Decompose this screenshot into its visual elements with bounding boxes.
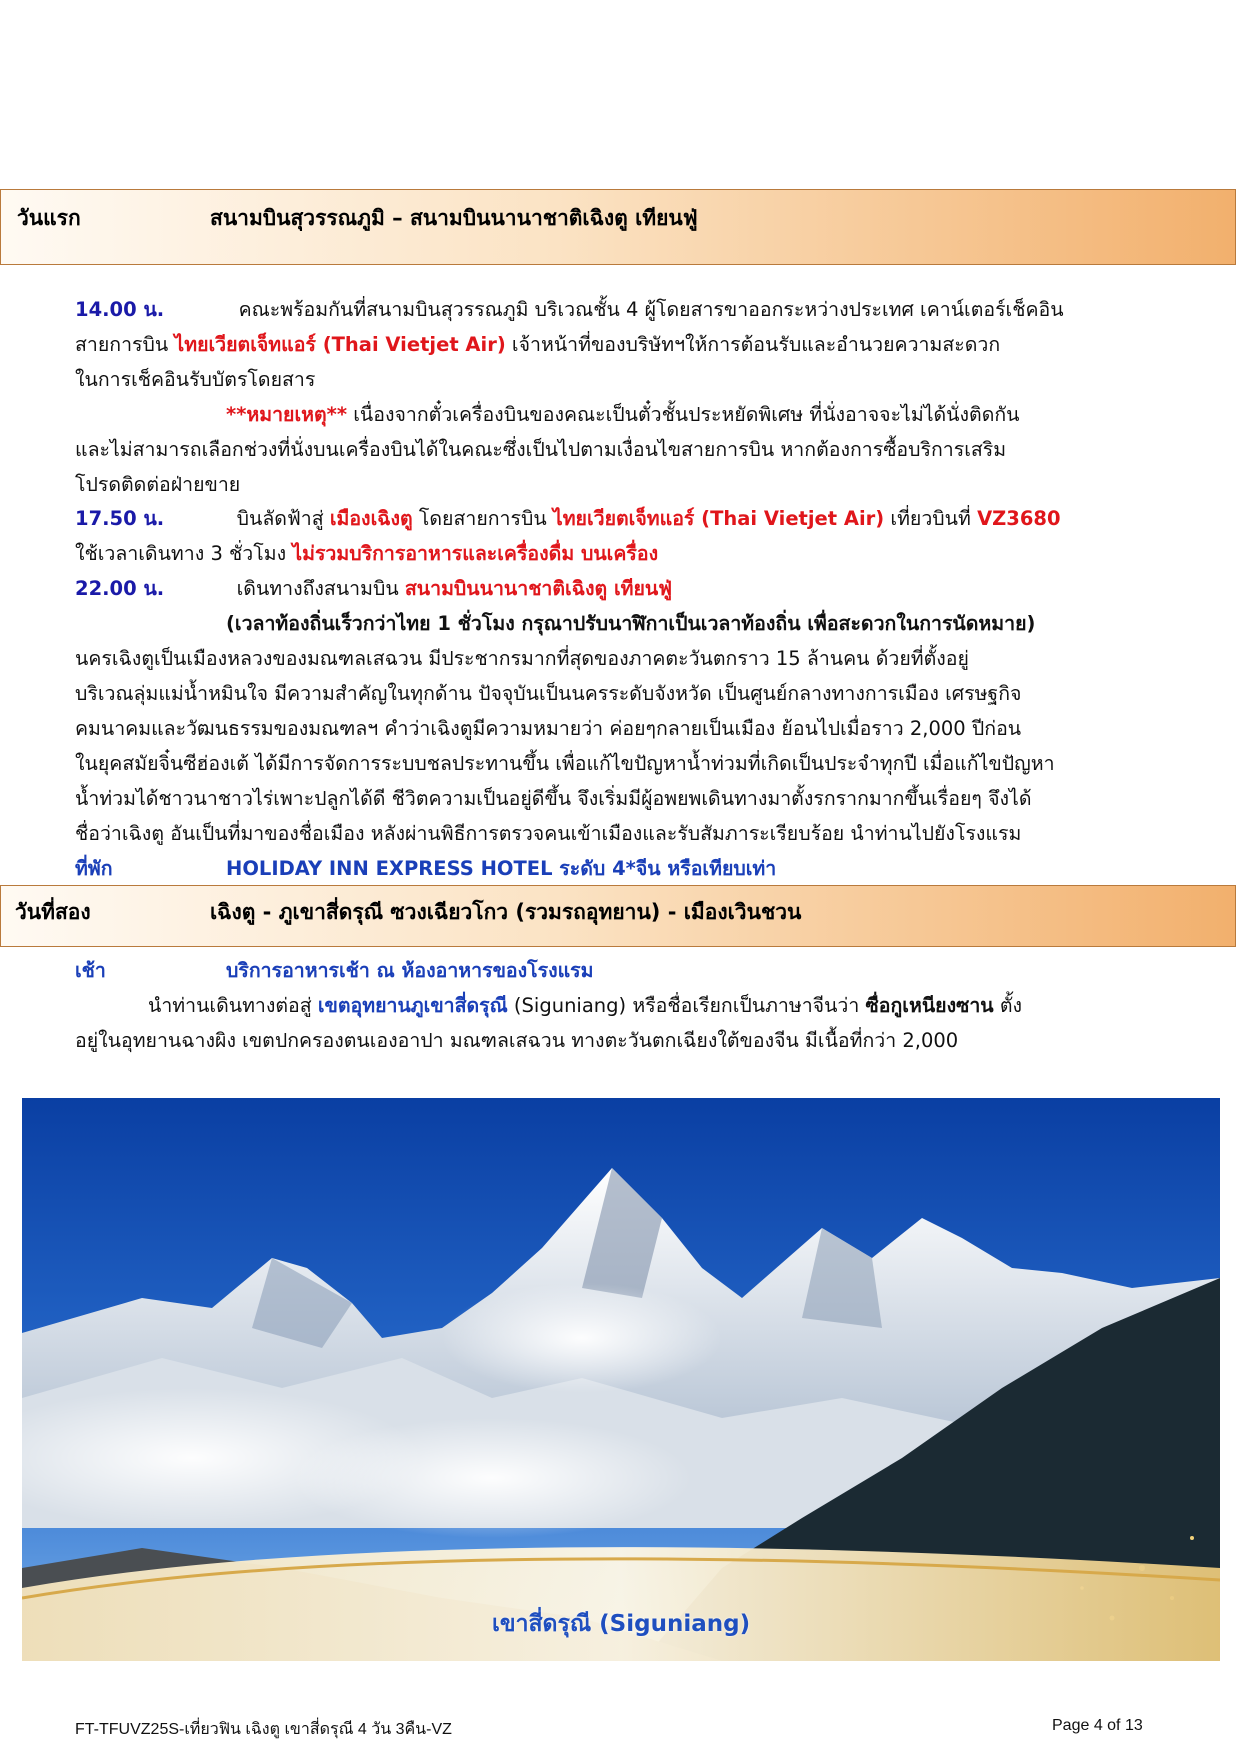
city-name: เมืองเฉิงตู xyxy=(329,507,413,530)
park-name: เขตอุทยานภูเขาสี่ดรุณี xyxy=(317,994,508,1017)
photo-caption: เขาสี่ดรุณี (Siguniang) xyxy=(492,1611,751,1637)
text: เดินทางถึงสนามบิน xyxy=(236,577,405,600)
paragraph-line: นครเฉิงตูเป็นเมืองหลวงของมณฑลเสฉวน มีประชากรมากที่สุดของภาคตะวันตกราว 15 ล้านคน ด้วยที่ตั้งอยู่ xyxy=(75,647,969,670)
flight-number: VZ3680 xyxy=(977,507,1061,530)
day2-header xyxy=(0,885,1236,947)
entry-1400 xyxy=(75,295,1064,325)
text: เจ้าหน้าที่ของบริษัทฯให้การต้อนรับและอำนวยความสะดวก xyxy=(505,333,1001,356)
paragraph-line: น้ำท่วมได้ชาวนาชาวไร่เพาะปลูกได้ดี ชีวิตความเป็นอยู่ดีขึ้น จึงเริ่มมีผู้อพยพเดินทางมาตั้งรกรากมากขึ้นเรื่อยๆ จึงได้ xyxy=(75,787,1032,810)
text: (Siguniang) หรือชื่อเรียกเป็นภาษาจีนว่า xyxy=(507,994,866,1017)
note-line xyxy=(226,400,1020,430)
meal-line xyxy=(75,956,106,986)
airline-name: ไทยเวียตเจ็ทแอร์ (Thai Vietjet Air) xyxy=(174,333,506,356)
day2-line xyxy=(148,991,1022,1021)
paragraph-line: คมนาคมและวัฒนธรรมของมณฑลฯ คำว่าเฉิงตูมีความหมายว่า ค่อยๆกลายเป็นเมือง ย้อนไปเมื่อราว 2,000 ปีก่อน xyxy=(75,717,1022,740)
note-text: และไม่สามารถเลือกช่วงที่นั่งบนเครื่องบินได้ในคณะซึ่งเป็นไปตามเงื่อนไขสายการบิน หากต้องการซื้อบริการเสริม xyxy=(75,438,1007,461)
paragraph-line: ในยุคสมัยจิ๋นซีฮ่องเต้ ได้มีการจัดการระบบชลประทานขึ้น เพื่อแก้ไขปัญหาน้ำท่วมที่เกิดเป็นประจำทุกปี เมื่อแก้ไขปัญหา xyxy=(75,752,1055,775)
text: นำท่านเดินทางต่อสู่ xyxy=(148,994,318,1017)
day2-route: เฉิงตู - ภูเขาสี่ดรุณี ซวงเฉียวโกว (รวมรถอุทยาน) - เมืองเวินชวน xyxy=(210,900,802,924)
note-text: เนื่องจากตั๋วเครื่องบินของคณะเป็นตั๋วชั้นประหยัดพิเศษ ที่นั่งอาจจะไม่ได้นั่งติดกัน xyxy=(347,403,1020,426)
hotel-name: HOLIDAY INN EXPRESS HOTEL ระดับ 4*จีน หรือเทียบเท่า xyxy=(226,857,777,880)
siguniang-mountain-photo xyxy=(22,1098,1220,1661)
text: โดยสายการบิน xyxy=(412,507,553,530)
day1-route: สนามบินสุวรรณภูมิ – สนามบินนานาชาติเฉิงตู เทียนฟู่ xyxy=(210,206,698,230)
mountain-illustration xyxy=(22,1098,1220,1661)
day1-label: วันแรก xyxy=(17,206,81,230)
day2-label: วันที่สอง xyxy=(15,900,91,924)
time-label: 22.00 น. xyxy=(75,577,165,600)
text: ใช้เวลาเดินทาง 3 ชั่วโมง xyxy=(75,542,293,565)
text: เที่ยวบินที่ xyxy=(884,507,978,530)
paragraph-line: บริเวณลุ่มแม่น้ำหมินใจ มีความสำคัญในทุกด้าน ปัจจุบันเป็นนครระดับจังหวัด เป็นศูนย์กลางทางการเมือง เศรษฐกิจ xyxy=(75,682,1022,705)
no-meal-note: ไม่รวมบริการอาหารและเครื่องดื่ม บนเครื่อง xyxy=(292,542,659,565)
stay-label: ที่พัก xyxy=(75,857,113,880)
time-label: 14.00 น. xyxy=(75,298,165,321)
chinese-name: ซื่อกูเหนียงซาน xyxy=(865,994,994,1017)
text: สายการบิน xyxy=(75,333,175,356)
footer-page: Page 4 of 13 xyxy=(1052,1717,1143,1734)
time-label: 17.50 น. xyxy=(75,507,165,530)
note-text: โปรดติดต่อฝ่ายขาย xyxy=(75,473,241,496)
entry-line xyxy=(75,365,315,395)
text: ตั้ง xyxy=(993,994,1023,1017)
paragraph-line: ชื่อว่าเฉิงตู อันเป็นที่มาของชื่อเมือง หลังผ่านพิธีการตรวจคนเข้าเมืองและรับสัมภาระเรียบร้อย นำท่านไปยังโรงแรม xyxy=(75,822,1022,845)
entry-line xyxy=(75,539,658,569)
airline-name: ไทยเวียตเจ็ทแอร์ (Thai Vietjet Air) xyxy=(552,507,885,530)
note-line xyxy=(75,435,1006,465)
airport-name: สนามบินนานาชาติเฉิงตู เทียนฟู่ xyxy=(404,577,673,600)
day1-header xyxy=(0,189,1236,265)
note-label: **หมายเหตุ** xyxy=(226,403,348,426)
note-line xyxy=(75,470,240,500)
text: บินลัดฟ้าสู่ xyxy=(236,507,330,530)
meal-text: บริการอาหารเช้า ณ ห้องอาหารของโรงแรม xyxy=(226,959,594,982)
meal-label: เช้า xyxy=(75,959,106,982)
day2-line: อยู่ในอุทยานฉางผิง เขตปกครองตนเองอาปา มณฑลเสฉวน ทางตะวันตกเฉียงใต้ของจีน มีเนื้อที่กว่า 2,000 xyxy=(75,1029,959,1052)
entry-2200 xyxy=(75,574,672,604)
footer-code: FT-TFUVZ25S-เที่ยวฟิน เฉิงตู เขาสี่ดรุณี 4 วัน 3คืน-VZ xyxy=(75,1721,452,1738)
entry-text: คณะพร้อมกันที่สนามบินสุวรรณภูมิ บริเวณชั้น 4 ผู้โดยสารขาออกระหว่างประเทศ เคาน์เตอร์เช็คอิน xyxy=(238,298,1064,321)
timezone-note: (เวลาท้องถิ่นเร็วกว่าไทย 1 ชั่วโมง กรุณาปรับนาฬิกาเป็นเวลาท้องถิ่น เพื่อสะดวกในการนัดหมาย) xyxy=(226,612,1036,635)
entry-1750 xyxy=(75,504,1061,534)
stay-line xyxy=(75,854,113,884)
entry-line xyxy=(75,330,1000,360)
text: ในการเช็คอินรับบัตรโดยสาร xyxy=(75,368,316,391)
